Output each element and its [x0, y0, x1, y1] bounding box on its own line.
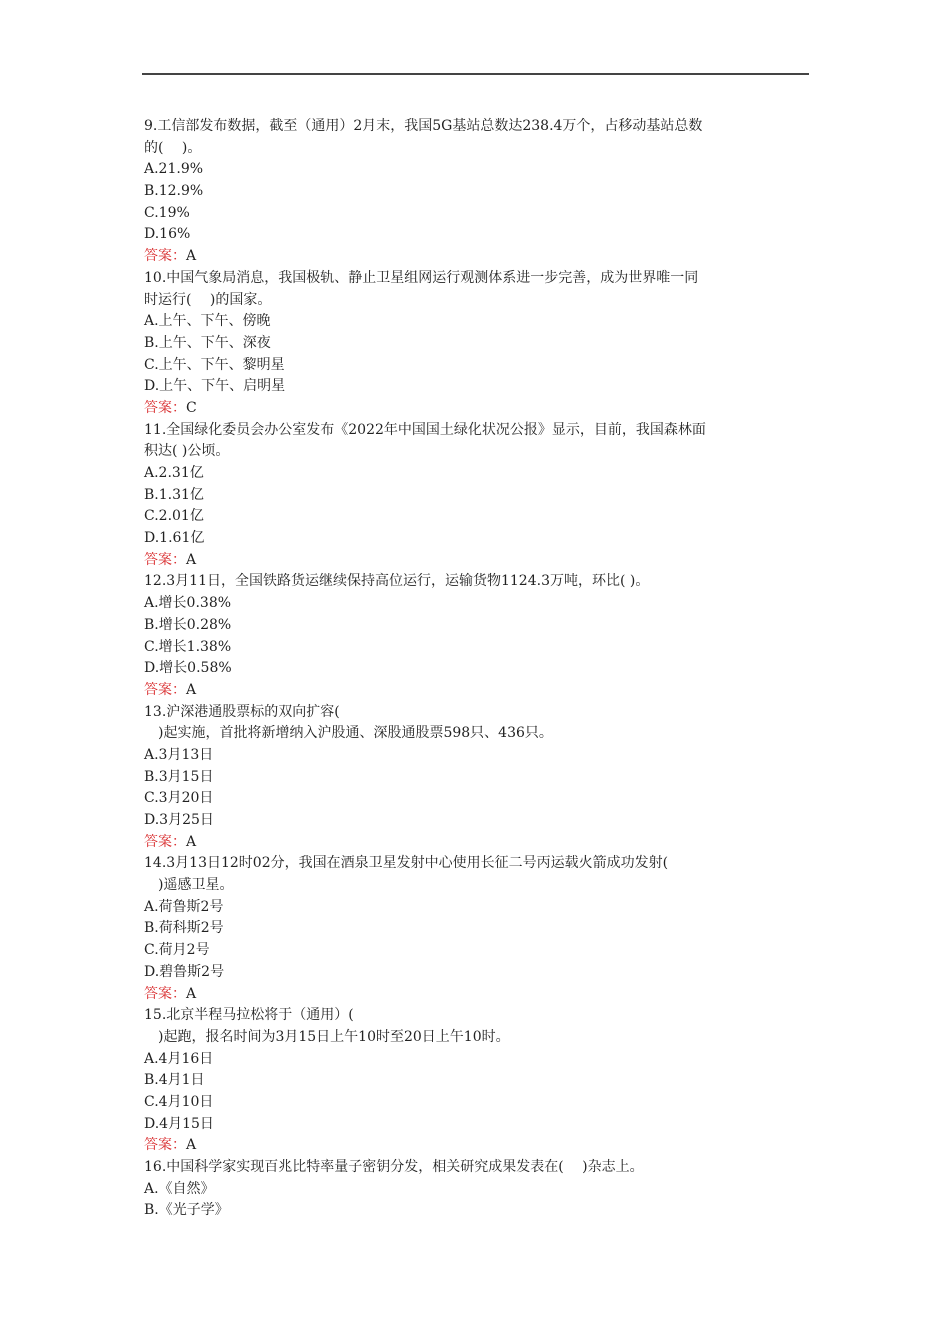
- answer-option: C.3月20日: [144, 790, 214, 807]
- question-stem-line: 11.全国绿化委员会办公室发布《2022年中国国土绿化状况公报》显示，目前，我国森林面: [144, 421, 706, 438]
- answer-option: B.12.9%: [144, 183, 204, 200]
- answer-option: B.4月1日: [144, 1072, 205, 1089]
- answer-option: D.1.61亿: [144, 530, 205, 547]
- answer-option: C.增长1.38%: [144, 638, 232, 655]
- answer-option: D.3月25日: [144, 812, 214, 828]
- answer-option: A.4月16日: [144, 1050, 214, 1067]
- answer-option: A.上午、下午、傍晚: [144, 313, 271, 330]
- question-stem-line: 14.3月13日12时02分，我国在酒泉卫星发射中心使用长征二号丙运载火箭成功发射(: [144, 855, 669, 872]
- answer-option: D.碧鲁斯2号: [144, 963, 225, 980]
- answer-value: A: [186, 833, 197, 850]
- question-stem-line: )遥感卫星。: [144, 877, 234, 894]
- question-stem-line: 时运行( )的国家。: [144, 291, 272, 308]
- answer-value: A: [186, 1137, 197, 1154]
- answer-value: C: [186, 399, 197, 416]
- answer-label: 答案：: [144, 399, 186, 416]
- answer-label: 答案：: [144, 833, 186, 850]
- answer-option: B.1.31亿: [144, 486, 204, 503]
- answer-label: 答案：: [144, 1137, 186, 1154]
- answer-option: C.上午、下午、黎明星: [144, 356, 285, 373]
- answer-value: A: [186, 985, 197, 1002]
- answer-option: D.4月15日: [144, 1115, 214, 1132]
- answer-option: B.上午、下午、深夜: [144, 334, 271, 351]
- question-stem-line: 12.3月11日，全国铁路货运继续保持高位运行，运输货物1124.3万吨，环比( )。: [144, 573, 650, 590]
- answer-option: B.增长0.28%: [144, 616, 232, 633]
- answer-option: A.21.9%: [144, 161, 204, 178]
- answer-option: D.16%: [144, 226, 191, 243]
- answer-line: [144, 550, 810, 572]
- answer-option: A.荷鲁斯2号: [144, 898, 224, 915]
- answer-line: [144, 398, 810, 420]
- question-stem-line: )起跑，报名时间为3月15日上午10时至20日上午10时。: [144, 1028, 510, 1045]
- question-stem-line: 积达( )公顷。: [144, 443, 230, 460]
- answer-option: A.增长0.38%: [144, 595, 232, 612]
- answer-option: C.2.01亿: [144, 508, 204, 525]
- question-stem-line: 10.中国气象局消息，我国极轨、静止卫星组网运行观测体系进一步完善，成为世界唯一同: [144, 269, 699, 286]
- question-list: [144, 116, 810, 1222]
- answer-option: C.荷月2号: [144, 942, 210, 959]
- header-rule: [142, 73, 809, 75]
- question-stem-line: 13.沪深港通股票标的双向扩容(: [144, 703, 340, 720]
- answer-label: 答案：: [144, 248, 186, 265]
- question-stem-line: 的( )。: [144, 139, 202, 156]
- question-stem-line: 9.工信部发布数据，截至（通用）2月末，我国5G基站总数达238.4万个，占移动基站总数: [144, 118, 703, 134]
- answer-option: B.荷科斯2号: [144, 920, 224, 937]
- answer-value: A: [186, 248, 197, 265]
- answer-line: [144, 832, 810, 854]
- answer-option: A.2.31亿: [144, 465, 204, 481]
- answer-value: A: [186, 681, 197, 698]
- answer-line: [144, 984, 810, 1006]
- answer-label: 答案：: [144, 551, 186, 568]
- answer-label: 答案：: [144, 985, 186, 1002]
- answer-value: A: [186, 551, 197, 568]
- question-stem-line: 15.北京半程马拉松将于（通用）(: [144, 1007, 354, 1024]
- answer-line: [144, 246, 810, 268]
- answer-option: D.上午、下午、启明星: [144, 378, 286, 395]
- answer-option: B.《光子学》: [144, 1202, 229, 1219]
- answer-label: 答案：: [144, 681, 186, 698]
- answer-option: C.4月10日: [144, 1093, 214, 1110]
- answer-option: B.3月15日: [144, 768, 214, 785]
- answer-option: D.增长0.58%: [144, 660, 232, 677]
- answer-line: [144, 1135, 810, 1157]
- answer-option: A.3月13日: [144, 746, 214, 763]
- answer-option: C.19%: [144, 204, 190, 221]
- answer-line: [144, 680, 810, 702]
- question-stem-line: )起实施，首批将新增纳入沪股通、深股通股票598只、436只。: [144, 725, 553, 742]
- answer-option: A.《自然》: [144, 1180, 215, 1197]
- question-stem-line: 16.中国科学家实现百兆比特率量子密钥分发，相关研究成果发表在( )杂志上。: [144, 1159, 644, 1175]
